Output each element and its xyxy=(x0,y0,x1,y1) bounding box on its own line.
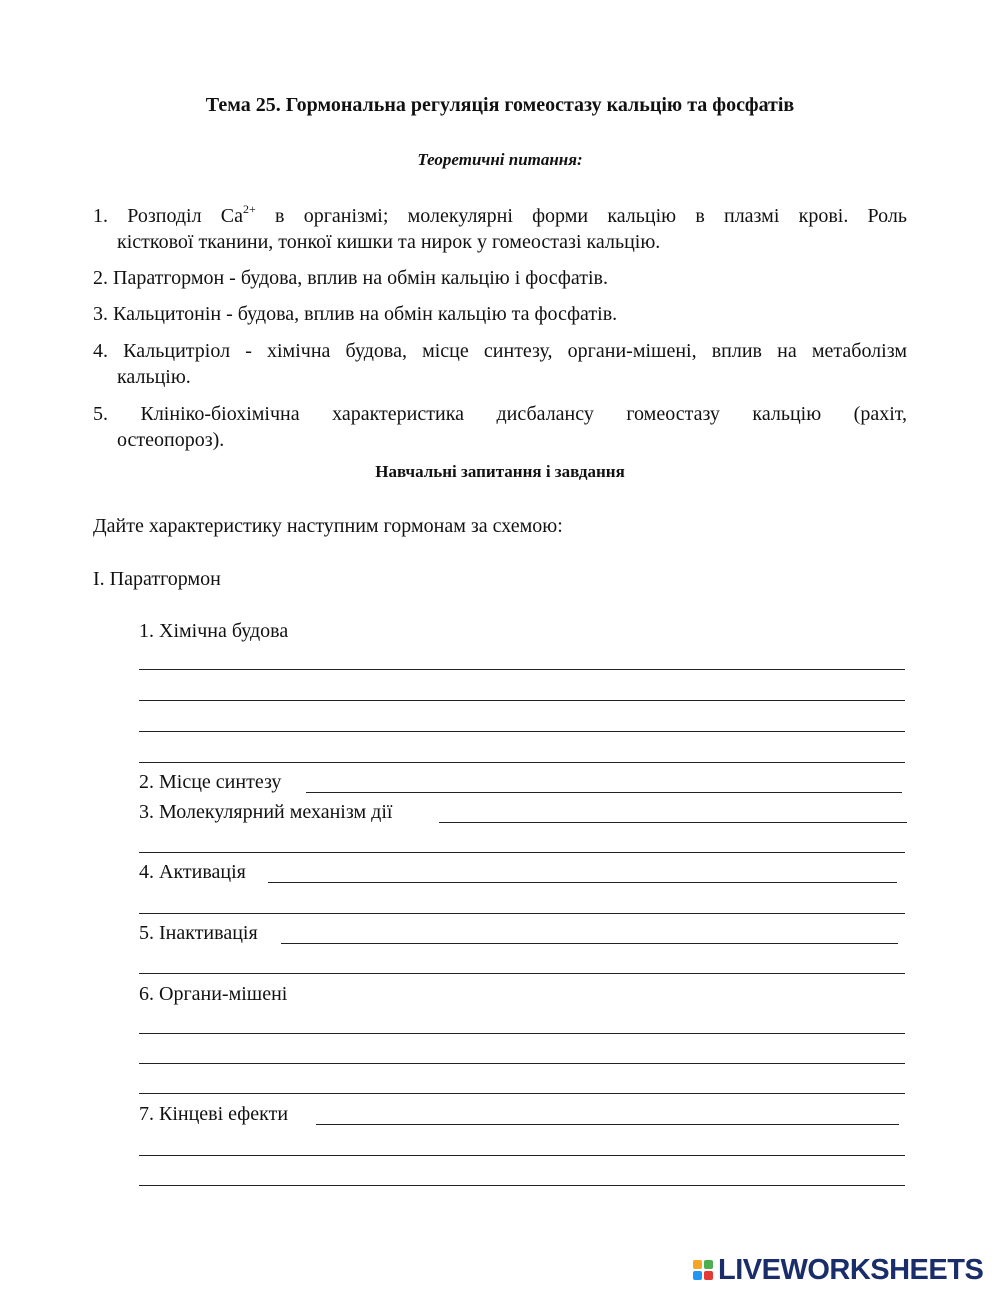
instruction-text: Дайте характеристику наступним гормонам за схемою: xyxy=(93,515,563,537)
theory-question-4: 4. Кальцитріол - хімічна будова, місце синтезу, органи-мішені, вплив на метаболізм кальцію. xyxy=(93,340,907,388)
theory-question-3: 3. Кальцитонін - будова, вплив на обмін кальцію та фосфатів. xyxy=(93,303,618,325)
item-synthesis-site: 2. Місце синтезу xyxy=(139,771,282,793)
superscript: 2+ xyxy=(243,202,256,216)
answer-line[interactable] xyxy=(268,882,897,883)
answer-line[interactable] xyxy=(139,1093,905,1094)
item-final-effects: 7. Кінцеві ефекти xyxy=(139,1103,289,1125)
answer-line[interactable] xyxy=(139,1063,905,1064)
logo-block xyxy=(704,1271,713,1280)
answer-line[interactable] xyxy=(439,822,907,823)
item-target-organs: 6. Органи-мішені xyxy=(139,983,288,1005)
answer-line[interactable] xyxy=(139,731,905,732)
answer-line[interactable] xyxy=(139,700,905,701)
liveworksheets-logo[interactable] xyxy=(693,1255,983,1285)
section-heading: Навчальні запитання і завдання xyxy=(375,462,625,481)
theory-question-5: 5. Клініко-біохімічна характеристика дисбалансу гомеостазу кальцію (рахіт, остеопороз). xyxy=(93,403,907,451)
answer-line[interactable] xyxy=(281,943,898,944)
answer-line[interactable] xyxy=(139,1033,905,1034)
page-title: Тема 25. Гормональна регуляція гомеостазу кальцію та фосфатів xyxy=(205,94,795,116)
hormone-heading: I. Паратгормон xyxy=(93,568,221,590)
logo-block xyxy=(693,1260,702,1269)
item-molecular-mechanism: 3. Молекулярний механізм дії xyxy=(139,801,393,823)
answer-line[interactable] xyxy=(316,1124,899,1125)
logo-block xyxy=(693,1271,702,1280)
answer-line[interactable] xyxy=(139,762,905,763)
logo-block xyxy=(704,1260,713,1269)
answer-line[interactable] xyxy=(306,792,902,793)
answer-line[interactable] xyxy=(139,1155,905,1156)
theory-question-2: 2. Паратгормон - будова, вплив на обмін кальцію і фосфатів. xyxy=(93,267,608,289)
answer-line[interactable] xyxy=(139,973,905,974)
item-activation: 4. Активація xyxy=(139,861,246,883)
item-inactivation: 5. Інактивація xyxy=(139,922,258,944)
logo-text: LIVEWORKSHEETS xyxy=(718,1254,984,1286)
answer-line[interactable] xyxy=(139,913,905,914)
logo-blocks-icon xyxy=(693,1260,713,1280)
item-chemical-structure: 1. Хімічна будова xyxy=(139,620,289,642)
answer-line[interactable] xyxy=(139,1185,905,1186)
answer-line[interactable] xyxy=(139,669,905,670)
theory-subtitle: Теоретичні питання: xyxy=(417,150,583,169)
answer-line[interactable] xyxy=(139,852,905,853)
theory-question-1: 1. Розподіл $Ca^{2+}$ в організмі; молекулярні форми кальцію в плазмі крові. Роль кісткової тканини, тонкої кишки та нирок у гомеостазі кальцію. xyxy=(93,202,907,253)
